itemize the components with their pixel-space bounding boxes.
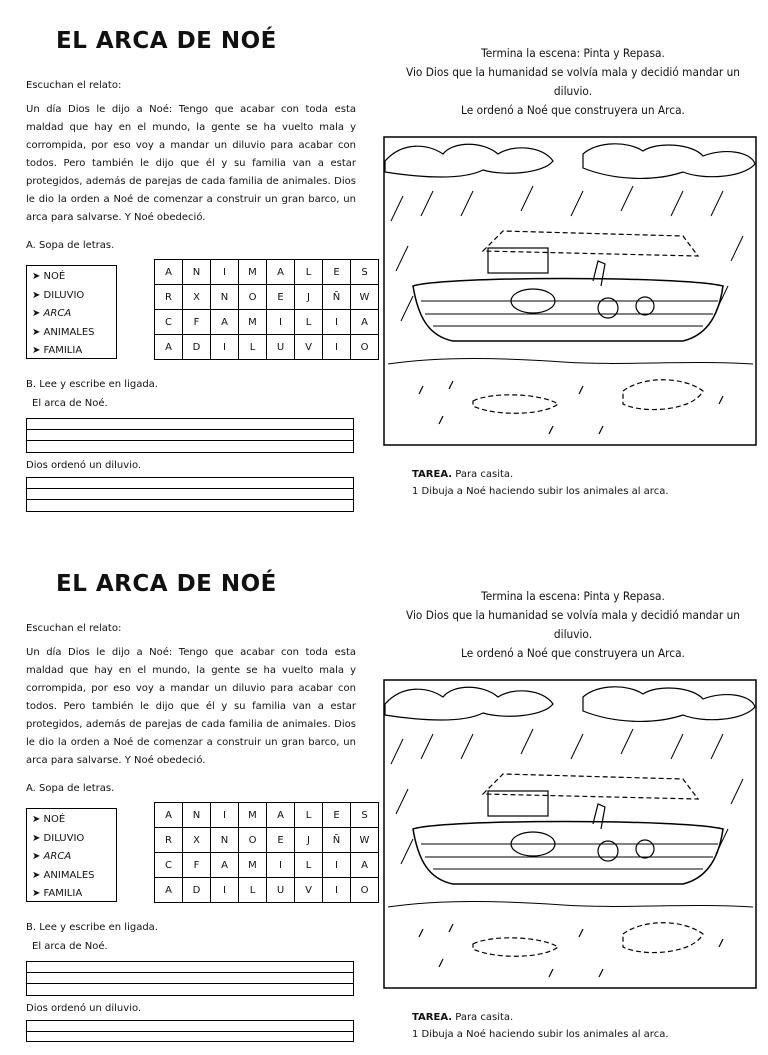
grid-cell: N — [211, 828, 239, 853]
word-list-item: ➤ NOÉ — [32, 271, 66, 282]
scene-instructions — [403, 587, 743, 663]
grid-cell: M — [239, 310, 267, 335]
grid-cell: O — [351, 878, 379, 903]
grid-cell: D — [183, 335, 211, 360]
grid-cell: V — [295, 335, 323, 360]
tarea-label: TAREA. — [412, 469, 453, 480]
grid-cell: V — [295, 878, 323, 903]
scene-instructions — [403, 44, 743, 120]
worksheet-top — [0, 0, 768, 512]
grid-row — [155, 310, 379, 335]
story-paragraph: Un día Dios le dijo a Noé: Tengo que acabar con toda esta maldad que hay en el mundo, la gente se ha vuelto mala y corrompida, por eso voy a mandar un diluvio para acabar con todos. Pero también le dijo que él y su familia van a estar protegidos, además de parejas de cada familia de animales. Dios le dio la orden a Noé de comenzar a construir un gran barco, un arca para salvarse. Y Noé obedeció. — [26, 104, 356, 223]
copy-phrase-2: Dios ordenó un diluvio. — [26, 460, 142, 471]
word-search-grid — [154, 259, 379, 360]
grid-cell: I — [323, 853, 351, 878]
grid-cell: A — [155, 335, 183, 360]
tarea-text: Para casita. — [455, 1012, 514, 1023]
word-list-item: ➤ ANIMALES — [32, 326, 95, 338]
ark-coloring-illustration — [383, 679, 757, 989]
grid-cell: U — [267, 878, 295, 903]
writing-lines-2 — [26, 1020, 354, 1042]
grid-cell: L — [295, 853, 323, 878]
grid-cell: C — [155, 853, 183, 878]
grid-cell: J — [295, 828, 323, 853]
grid-cell: I — [323, 310, 351, 335]
grid-cell: E — [323, 803, 351, 828]
word-list-item: ➤ DILUVIO — [32, 289, 85, 301]
grid-row — [155, 335, 379, 360]
grid-cell: E — [267, 285, 295, 310]
grid-row — [155, 828, 379, 853]
scene-line: Le ordenó a Noé que construyera un Arca. — [461, 103, 685, 117]
scene-line: Termina la escena: Pinta y Repasa. — [481, 46, 665, 60]
grid-cell: W — [351, 828, 379, 853]
homework-note — [412, 1009, 669, 1043]
grid-cell: I — [267, 853, 295, 878]
word-list-box — [26, 265, 117, 359]
grid-cell: A — [267, 803, 295, 828]
grid-cell: O — [351, 335, 379, 360]
grid-cell: M — [239, 853, 267, 878]
worksheet-bottom — [0, 543, 768, 1055]
grid-cell: O — [239, 285, 267, 310]
word-list-item: ➤ ARCA — [32, 851, 72, 862]
section-b-heading: B. Lee y escribe en ligada. — [26, 379, 158, 390]
grid-row — [155, 803, 379, 828]
grid-cell: I — [267, 310, 295, 335]
tarea-label: TAREA. — [412, 1012, 453, 1023]
grid-cell: R — [155, 285, 183, 310]
grid-row — [155, 260, 379, 285]
word-list-item: ➤ DILUVIO — [32, 832, 85, 844]
grid-cell: D — [183, 878, 211, 903]
grid-cell: E — [267, 828, 295, 853]
grid-cell: M — [239, 803, 267, 828]
word-list-item: ➤ ARCA — [32, 308, 72, 319]
grid-cell: S — [351, 260, 379, 285]
word-list-item: ➤ FAMILIA — [32, 888, 83, 899]
grid-cell: X — [183, 828, 211, 853]
grid-cell: U — [267, 335, 295, 360]
grid-cell: L — [239, 878, 267, 903]
tarea-task: 1 Dibuja a Noé haciendo subir los animales al arca. — [412, 1029, 669, 1040]
grid-cell: X — [183, 285, 211, 310]
page-title: EL ARCA DE NOÉ — [56, 28, 277, 54]
grid-cell: A — [155, 260, 183, 285]
grid-cell: S — [351, 803, 379, 828]
grid-cell: L — [239, 335, 267, 360]
word-list-item: ➤ NOÉ — [32, 814, 66, 825]
grid-cell: A — [351, 853, 379, 878]
grid-row — [155, 878, 379, 903]
word-list-item: ➤ FAMILIA — [32, 345, 83, 356]
grid-cell: I — [211, 803, 239, 828]
grid-row — [155, 853, 379, 878]
intro-text: Escuchan el relato: — [26, 80, 122, 91]
grid-cell: A — [211, 310, 239, 335]
grid-cell: L — [295, 260, 323, 285]
grid-cell: N — [183, 803, 211, 828]
scene-line: Le ordenó a Noé que construyera un Arca. — [461, 646, 685, 660]
grid-cell: C — [155, 310, 183, 335]
grid-cell: M — [239, 260, 267, 285]
section-b-heading: B. Lee y escribe en ligada. — [26, 922, 158, 933]
grid-cell: E — [323, 260, 351, 285]
grid-cell: Ñ — [323, 285, 351, 310]
page-title: EL ARCA DE NOÉ — [56, 571, 277, 597]
writing-lines-1 — [26, 418, 354, 453]
scene-line: Vio Dios que la humanidad se volvía mala y decidió mandar un diluvio. — [405, 608, 741, 641]
word-list-box — [26, 808, 117, 902]
grid-row — [155, 285, 379, 310]
ark-coloring-illustration — [383, 136, 757, 446]
word-list-item: ➤ ANIMALES — [32, 869, 95, 881]
copy-phrase-2: Dios ordenó un diluvio. — [26, 1003, 142, 1014]
section-a-heading: A. Sopa de letras. — [26, 783, 115, 794]
grid-cell: R — [155, 828, 183, 853]
writing-lines-2 — [26, 477, 354, 512]
story-paragraph: Un día Dios le dijo a Noé: Tengo que acabar con toda esta maldad que hay en el mundo, la gente se ha vuelto mala y corrompida, por eso voy a mandar un diluvio para acabar con todos. Pero también le dijo que él y su familia van a estar protegidos, además de parejas de cada familia de animales. Dios le dio la orden a Noé de comenzar a construir un gran barco, un arca para salvarse. Y Noé obedeció. — [26, 647, 356, 766]
grid-cell: L — [295, 803, 323, 828]
section-a-heading: A. Sopa de letras. — [26, 240, 115, 251]
grid-cell: N — [183, 260, 211, 285]
grid-cell: I — [211, 878, 239, 903]
grid-cell: W — [351, 285, 379, 310]
intro-text: Escuchan el relato: — [26, 623, 122, 634]
grid-cell: I — [323, 335, 351, 360]
grid-cell: F — [183, 853, 211, 878]
grid-cell: F — [183, 310, 211, 335]
grid-cell: A — [351, 310, 379, 335]
copy-phrase-1: El arca de Noé. — [32, 941, 108, 952]
writing-lines-1 — [26, 961, 354, 996]
scene-line: Vio Dios que la humanidad se volvía mala y decidió mandar un diluvio. — [405, 65, 741, 98]
grid-cell: J — [295, 285, 323, 310]
grid-cell: L — [295, 310, 323, 335]
grid-cell: I — [211, 335, 239, 360]
homework-note — [412, 466, 669, 500]
grid-cell: O — [239, 828, 267, 853]
grid-cell: A — [155, 878, 183, 903]
grid-cell: A — [211, 853, 239, 878]
scene-line: Termina la escena: Pinta y Repasa. — [481, 589, 665, 603]
word-search-grid — [154, 802, 379, 903]
grid-cell: I — [323, 878, 351, 903]
grid-cell: Ñ — [323, 828, 351, 853]
copy-phrase-1: El arca de Noé. — [32, 398, 108, 409]
grid-cell: I — [211, 260, 239, 285]
tarea-text: Para casita. — [455, 469, 514, 480]
tarea-task: 1 Dibuja a Noé haciendo subir los animales al arca. — [412, 486, 669, 497]
grid-cell: N — [211, 285, 239, 310]
grid-cell: A — [155, 803, 183, 828]
grid-cell: A — [267, 260, 295, 285]
